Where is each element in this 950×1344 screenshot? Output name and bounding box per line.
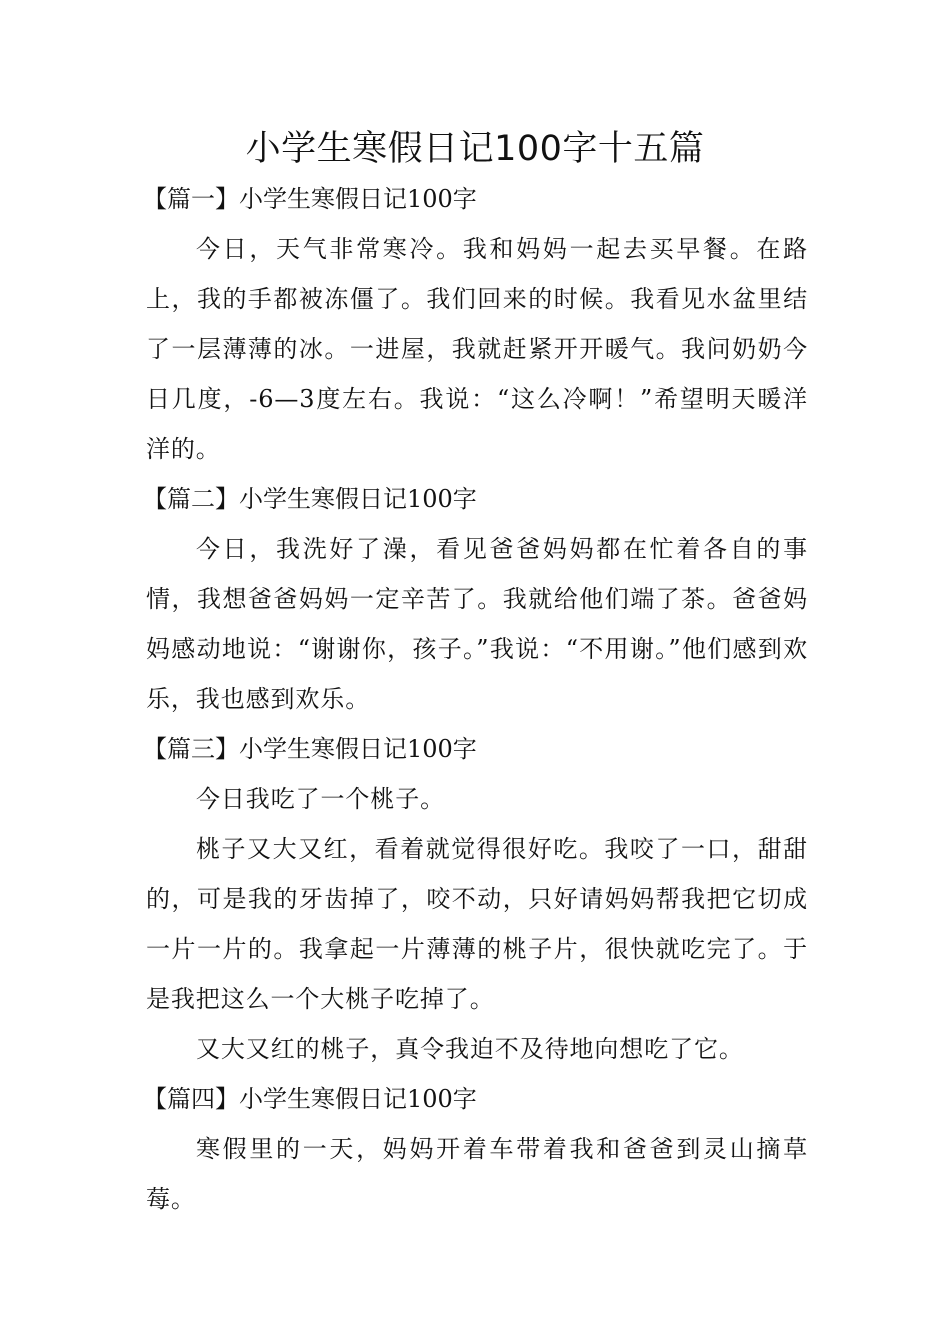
paragraph: 今日我吃了一个桃子。 xyxy=(196,785,445,813)
document-body xyxy=(143,174,808,1224)
section-4 xyxy=(143,1074,808,1224)
section-3 xyxy=(143,724,808,1074)
section-heading: 【篇四】小学生寒假日记100字 xyxy=(143,1085,477,1113)
page-title: 小学生寒假日记100字十五篇 xyxy=(245,129,705,169)
paragraph: 今日，天气非常寒冷。我和妈妈一起去买早餐。在路上，我的手都被冻僵了。我们回来的时候。我看见水盆里结了一层薄薄的冰。一进屋，我就赶紧开开暖气。我问奶奶今日几度，-6—3度左右。我说：“这么冷啊！”希望明天暖洋洋的。 xyxy=(146,235,808,463)
section-heading: 【篇三】小学生寒假日记100字 xyxy=(143,735,477,763)
section-2 xyxy=(143,474,808,724)
paragraph: 寒假里的一天，妈妈开着车带着我和爸爸到灵山摘草莓。 xyxy=(146,1135,808,1213)
paragraph: 今日，我洗好了澡，看见爸爸妈妈都在忙着各自的事情，我想爸爸妈妈一定辛苦了。我就给他们端了茶。爸爸妈妈感动地说：“谢谢你，孩子。”我说：“不用谢。”他们感到欢乐，我也感到欢乐。 xyxy=(146,535,808,713)
paragraph: 桃子又大又红，看着就觉得很好吃。我咬了一口，甜甜的，可是我的牙齿掉了，咬不动，只好请妈妈帮我把它切成一片一片的。我拿起一片薄薄的桃子片，很快就吃完了。于是我把这么一个大桃子吃掉了。 xyxy=(146,835,808,1013)
paragraph: 又大又红的桃子，真令我迫不及待地向想吃了它。 xyxy=(196,1035,744,1063)
section-heading: 【篇一】小学生寒假日记100字 xyxy=(143,185,477,213)
section-heading: 【篇二】小学生寒假日记100字 xyxy=(143,485,477,513)
section-1 xyxy=(143,174,808,474)
